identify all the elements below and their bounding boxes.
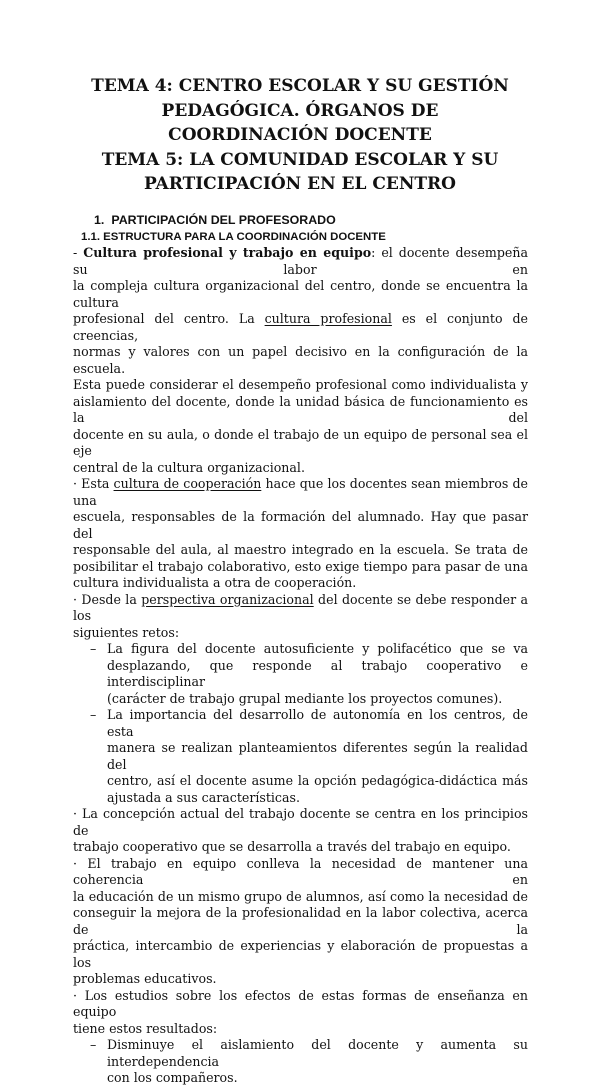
dash-bullet: – bbox=[90, 1037, 97, 1052]
text-line: responsable del aula, al maestro integrado en la escuela. Se trata de bbox=[73, 542, 528, 557]
text-line: centro, así el docente asume la opción pedagógica-didáctica más bbox=[107, 773, 528, 788]
text-line: conseguir la mejora de la profesionalidad en la labor colectiva, acerca de la bbox=[73, 905, 528, 937]
underlined-term: cultura profesional bbox=[264, 311, 392, 326]
text-line: con los compañeros. bbox=[107, 1070, 238, 1085]
text-line: - Cultura profesional y trabajo en equipo: el docente desempeña su labor en bbox=[73, 245, 528, 277]
text-line: práctica, intercambio de experiencias y elaboración de propuestas a los bbox=[73, 938, 528, 970]
text-line: siguientes retos: bbox=[73, 624, 180, 640]
paragraph-estudios bbox=[73, 988, 528, 1038]
text-line: central de la cultura organizacional. bbox=[73, 459, 305, 475]
text-line: docente en su aula, o donde el trabajo de un equipo de personal sea el eje bbox=[73, 426, 528, 458]
title-line: COORDINACIÓN DOCENTE bbox=[168, 125, 432, 145]
text-line: la educación de un mismo grupo de alumnos, así como la necesidad de bbox=[73, 888, 528, 904]
section-heading bbox=[73, 212, 528, 229]
text-line: · El trabajo en equipo conlleva la necesidad de mantener una coherencia en bbox=[73, 855, 528, 887]
document-body bbox=[73, 212, 528, 1087]
underlined-term: perspectiva organizacional bbox=[141, 591, 314, 607]
text-line: Disminuye el aislamiento del docente y aumenta su interdependencia bbox=[107, 1037, 528, 1069]
text-line: La figura del docente autosuficiente y polifacético que se va bbox=[107, 641, 528, 656]
title-line: TEMA 4: CENTRO ESCOLAR Y SU GESTIÓN bbox=[91, 76, 509, 96]
text-line: posibilitar el trabajo colaborativo, esto exige tiempo para pasar de una bbox=[73, 558, 528, 574]
bold-term: Cultura profesional y trabajo en equipo bbox=[83, 245, 372, 260]
text-line: · Los estudios sobre los efectos de estas formas de enseñanza en equipo bbox=[73, 987, 528, 1019]
list-item bbox=[73, 707, 528, 806]
dash-bullet: – bbox=[90, 707, 97, 722]
paragraph-cultura-profesional bbox=[73, 245, 528, 476]
title-line: PARTICIPACIÓN EN EL CENTRO bbox=[144, 174, 456, 194]
section-number: 1. bbox=[94, 213, 105, 227]
underlined-term: cultura de cooperación bbox=[113, 476, 262, 491]
text-line: normas y valores con un papel decisivo en la configuración de la escuela. bbox=[73, 344, 528, 376]
paragraph-cultura-cooperacion bbox=[73, 476, 528, 592]
text-line: (carácter de trabajo grupal mediante los proyectos comunes). bbox=[107, 690, 503, 706]
text-line: La importancia del desarrollo de autonomía en los centros, de esta bbox=[107, 707, 528, 739]
text-line: manera se realizan planteamientos diferentes según la realidad del bbox=[107, 740, 528, 772]
title-line: PEDAGÓGICA. ÓRGANOS DE bbox=[161, 100, 439, 121]
text-line: · Desde la perspectiva organizacional del docente se debe responder a los bbox=[73, 591, 529, 623]
text-line: desplazando, que responde al trabajo cooperativo e interdisciplinar bbox=[107, 657, 528, 689]
text-line: cultura individualista a otra de cooperación. bbox=[73, 575, 357, 590]
text-line: · La concepción actual del trabajo docente se centra en los principios de bbox=[73, 806, 528, 838]
paragraph-perspectiva bbox=[73, 592, 528, 642]
text-line: problemas educativos. bbox=[73, 971, 217, 986]
document-title-block bbox=[60, 74, 540, 197]
text-line: · Esta cultura de cooperación hace que los docentes sean miembros de una bbox=[73, 476, 529, 508]
text-line: Esta puede considerar el desempeño profesional como individualista y bbox=[73, 377, 528, 392]
paragraph-concepcion-actual bbox=[73, 806, 528, 856]
paragraph-trabajo-equipo bbox=[73, 856, 528, 988]
text-line: la compleja cultura organizacional del centro, donde se encuentra la cultura bbox=[73, 278, 528, 310]
text-line: profesional del centro. La cultura profesional es el conjunto de creencias, bbox=[73, 311, 528, 343]
section-title: PARTICIPACIÓN DEL PROFESORADO bbox=[111, 213, 336, 227]
text-line: tiene estos resultados: bbox=[73, 1020, 218, 1036]
text-line: ajustada a sus características. bbox=[107, 789, 300, 805]
list-item bbox=[73, 641, 528, 707]
subsection-heading: 1.1. ESTRUCTURA PARA LA COORDINACIÓN DOCENTE bbox=[81, 230, 386, 243]
text-line: trabajo cooperativo que se desarrolla a través del trabajo en equipo. bbox=[73, 839, 511, 854]
list-item bbox=[73, 1037, 528, 1087]
dash-bullet: – bbox=[90, 641, 97, 656]
text-line: escuela, responsables de la formación del alumnado. Hay que pasar del bbox=[73, 509, 528, 541]
title-line: TEMA 5: LA COMUNIDAD ESCOLAR Y SU bbox=[101, 149, 499, 170]
text-line: aislamiento del docente, donde la unidad básica de funcionamiento es la del bbox=[73, 393, 528, 425]
